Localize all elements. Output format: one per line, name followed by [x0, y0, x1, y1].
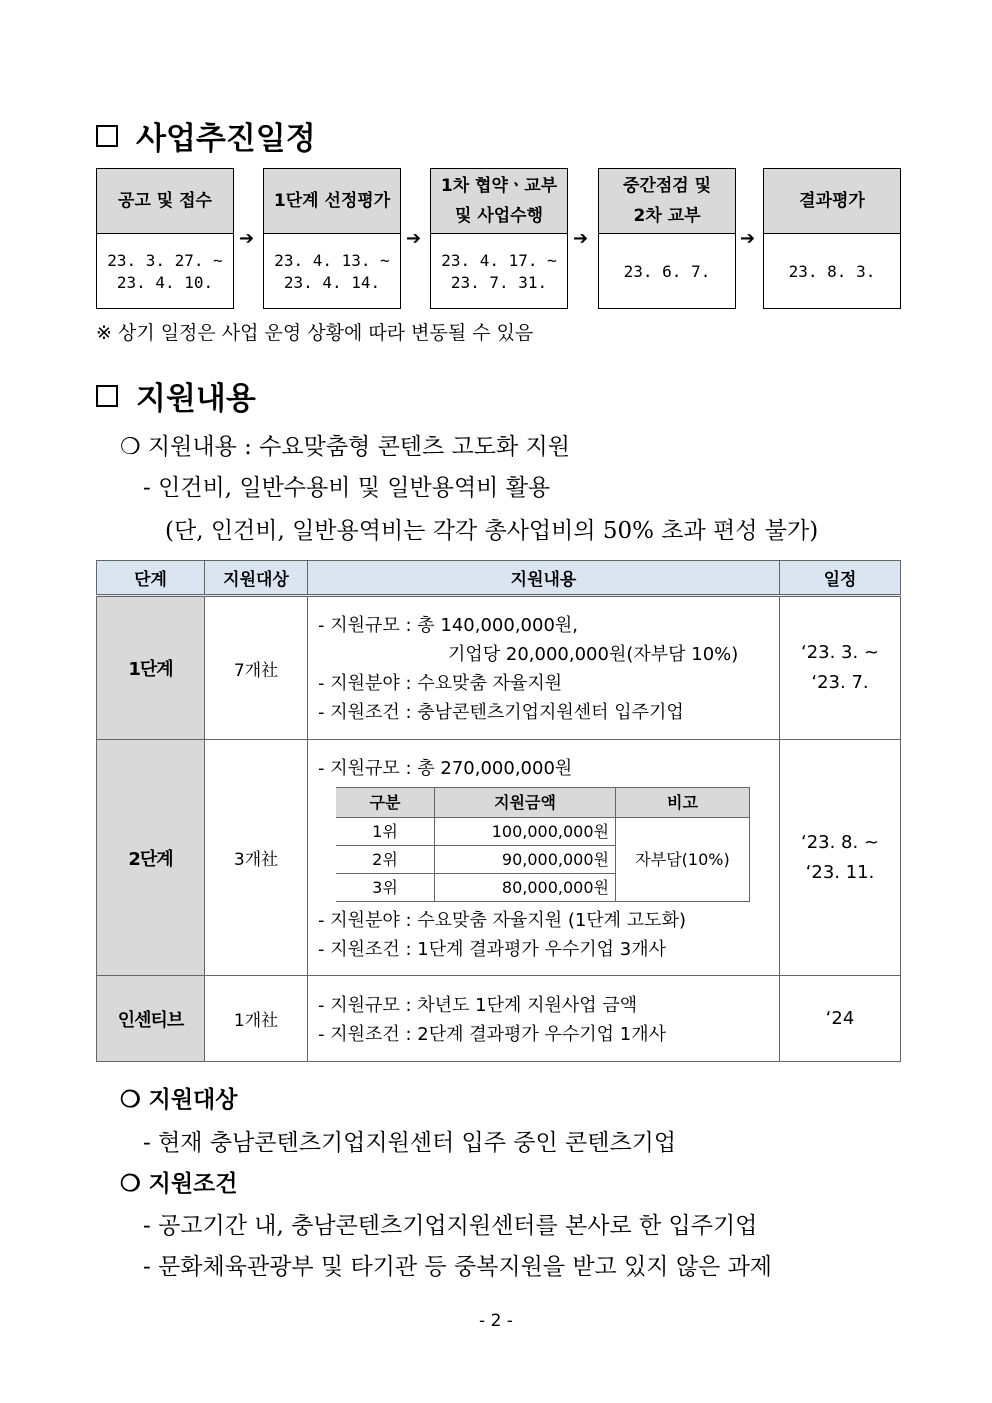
- condition-bullet: ❍ 지원조건: [120, 1170, 238, 1197]
- checkbox-square-icon: [96, 385, 118, 407]
- condition-line-2: - 문화체육관광부 및 타기관 등 중복지원을 받고 있지 않은 과제: [143, 1254, 773, 1280]
- schedule-step-1: 공고 및 접수 23. 3. 27. ~ 23. 4. 10.: [96, 168, 234, 309]
- target-cell: 7개社: [205, 596, 308, 740]
- support-content-dash: - 인건비, 일반수용비 및 일반용역비 활용: [143, 475, 551, 501]
- page-number: - 2 -: [479, 1311, 513, 1331]
- schedule-step-5: 결과평가 23. 8. 3.: [763, 168, 901, 309]
- condition-line-1: - 공고기간 내, 충남콘텐츠기업지원센터를 본사로 한 입주기업: [143, 1213, 758, 1239]
- header-schedule: 일정: [780, 561, 901, 596]
- support-content-paren: (단, 인건비, 일반용역비는 각각 총사업비의 50% 초과 편성 불가): [165, 518, 819, 544]
- support-content-bullet: ❍ 지원내용 : 수요맞춤형 콘텐츠 고도화 지원: [120, 434, 570, 460]
- checkbox-square-icon: [96, 125, 118, 147]
- content-cell: - 지원규모 : 총 270,000,000원 구분 지원금액 비고 1위 100,000,000원 자부담(10%) 2위 90,000,000원 3위 80,000,000원 - 지원분야 : 수요맞춤 자율지원 (1단계 고도화) - 지원조건 : 1단계 결과평가 우수기업 3개사: [308, 740, 780, 976]
- content-cell: - 지원규모 : 차년도 1단계 지원사업 금액 - 지원조건 : 2단계 결과평가 우수기업 1개사: [308, 976, 780, 1062]
- table-row: [97, 976, 901, 1062]
- target-cell: 1개社: [205, 976, 308, 1062]
- schedule-cell: ‘24: [780, 976, 901, 1062]
- schedule-step-4: 중간점검 및 2차 교부 23. 6. 7.: [598, 168, 736, 309]
- target-cell: 3개社: [205, 740, 308, 976]
- stage-cell: 1단계: [97, 596, 205, 740]
- section-title-schedule: 사업추진일정: [96, 113, 316, 158]
- header-stage: 단계: [97, 561, 205, 596]
- table-row: [97, 740, 901, 976]
- target-line: - 현재 충남콘텐츠기업지원센터 입주 중인 콘텐츠기업: [143, 1130, 677, 1156]
- target-bullet: ❍ 지원대상: [120, 1086, 238, 1113]
- amount-subtable: 구분 지원금액 비고 1위 100,000,000원 자부담(10%) 2위 90,000,000원 3위 80,000,000원: [336, 787, 750, 902]
- schedule-cell: ‘23. 3. ~ ‘23. 7.: [780, 596, 901, 740]
- header-target: 지원대상: [205, 561, 308, 596]
- stage-cell: 2단계: [97, 740, 205, 976]
- arrow-right-icon: ➔: [740, 228, 756, 249]
- schedule-note: ※ 상기 일정은 사업 운영 상황에 따라 변동될 수 있음: [96, 322, 534, 344]
- header-content: 지원내용: [308, 561, 780, 596]
- content-cell: - 지원규모 : 총 140,000,000원, 기업당 20,000,000원(자부담 10%) - 지원분야 : 수요맞춤 자율지원 - 지원조건 : 충남콘텐츠기업지원센터 입주기업: [308, 596, 780, 740]
- schedule-step-3: 1차 협약ㆍ교부 및 사업수행 23. 4. 17. ~ 23. 7. 31.: [430, 168, 568, 309]
- section-title-support: 지원내용: [96, 373, 256, 418]
- arrow-right-icon: ➔: [573, 228, 589, 249]
- arrow-right-icon: ➔: [406, 228, 422, 249]
- schedule-cell: ‘23. 8. ~ ‘23. 11.: [780, 740, 901, 976]
- stage-cell: 인센티브: [97, 976, 205, 1062]
- support-table: [96, 560, 901, 1062]
- arrow-right-icon: ➔: [239, 228, 255, 249]
- table-row: [97, 596, 901, 740]
- schedule-step-2: 1단계 선정평가 23. 4. 13. ~ 23. 4. 14.: [263, 168, 401, 309]
